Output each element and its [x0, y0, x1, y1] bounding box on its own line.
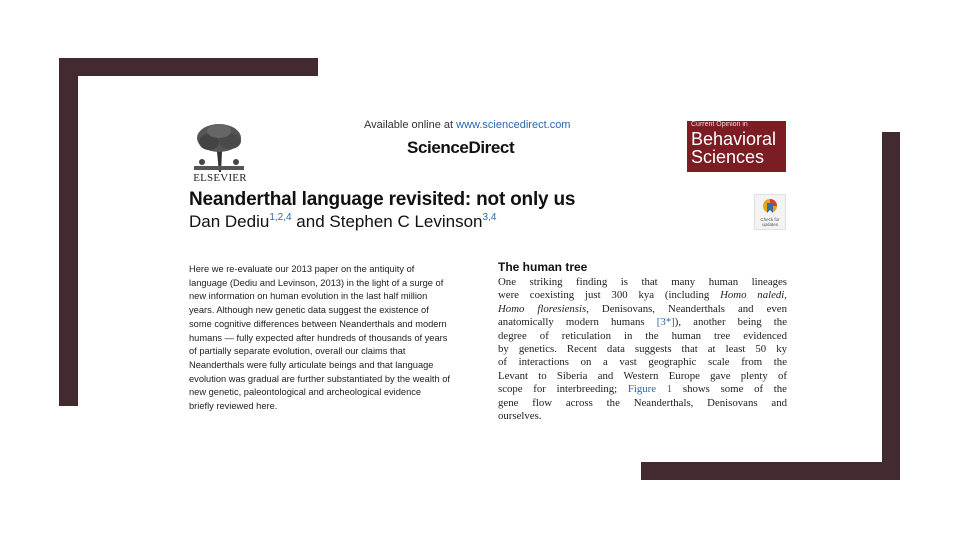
journal-subtitle: Current Opinion in: [691, 121, 748, 128]
check-for-updates-badge[interactable]: [754, 194, 786, 230]
species-name: Homo floresiensis: [498, 302, 587, 315]
body-text-segment: gene flow across the Neanderthals, Denisovans and: [498, 396, 787, 409]
abstract-line: of partially separate evolution, overall our claims that: [189, 346, 406, 357]
abstract: [189, 263, 489, 414]
body-text-segment: anatomically modern humans: [498, 316, 657, 329]
abstract-line: evolution was gradual are further substantiated by the wealth of: [189, 373, 450, 384]
body-text-segment: shows some of the: [672, 383, 787, 396]
abstract-line: briefly reviewed here.: [189, 401, 278, 412]
paper-page-image: [78, 76, 882, 462]
body-line: [498, 303, 787, 316]
body-text-segment: , Denisovans, Neanderthals and even: [586, 302, 787, 315]
author-1-affiliations: 1,2,4: [269, 212, 292, 223]
body-text-segment: by genetics. Recent data suggests that at least 50 ky: [498, 342, 787, 355]
sciencedirect-brand: ScienceDirect: [407, 138, 515, 157]
body-text-segment: ourselves.: [498, 409, 542, 422]
body-text-segment: degree of reticulation in the human tree evidenced: [498, 329, 787, 342]
article-authors: [189, 212, 496, 232]
section-heading: The human tree: [498, 260, 588, 274]
journal-cover-badge: [687, 121, 786, 172]
body-text-segment: were coexisting just 300 kya (including: [498, 289, 721, 302]
body-text-segment: ,: [784, 289, 787, 302]
body-text-segment: ), another being the: [674, 316, 787, 329]
body-line: [498, 370, 787, 383]
check-for-updates-icon: [762, 198, 778, 216]
abstract-line: Here we re-evaluate our 2013 paper on the antiquity of: [189, 264, 415, 274]
body-text-segment: of interactions on a vast geographic scale from the: [498, 356, 787, 369]
citation-link[interactable]: [3*]: [656, 316, 675, 329]
abstract-line: some cognitive differences between Neanderthals and modern: [189, 318, 447, 329]
body-text-segment: scope for interbreeding;: [498, 383, 628, 396]
abstract-line: new information on human evolution in the last half million: [189, 291, 428, 302]
abstract-line: new genetic, paleontological and archeological evidence: [189, 387, 422, 398]
body-line: [498, 356, 787, 369]
body-line: [498, 343, 787, 356]
body-text-segment: One striking finding is that many human lineages: [498, 276, 787, 288]
journal-title-line1: Behavioral: [691, 129, 777, 149]
abstract-line: Neanderthals were fully articulate beings and that language: [189, 359, 434, 370]
author-1: Dan Dediu: [189, 212, 270, 231]
body-line: [498, 383, 787, 396]
abstract-line: language (Dediu and Levinson, 2013) in the light of a surge of: [189, 277, 444, 288]
author-2-affiliations: 3,4: [482, 212, 497, 223]
body-line: [498, 289, 787, 302]
sciencedirect-link[interactable]: www.sciencedirect.com: [456, 119, 571, 131]
publisher-name: ELSEVIER: [193, 172, 247, 184]
section-body: [498, 276, 787, 423]
body-line: [498, 276, 787, 289]
body-line: [498, 316, 787, 329]
body-line: [498, 410, 787, 423]
article-title: Neanderthal language revisited: not only us: [189, 189, 576, 210]
available-prefix: Available online at: [364, 119, 454, 131]
figure-link[interactable]: Figure 1: [627, 383, 673, 396]
author-join: and Stephen C Levinson: [291, 212, 483, 231]
available-online-text: [364, 119, 570, 131]
journal-title-line2: Sciences: [691, 147, 765, 167]
check-for-updates-label: Check for updates: [760, 217, 780, 227]
abstract-line: humans — fully expected after hundreds of thousands of years: [189, 332, 448, 343]
species-name: Homo naledi: [720, 289, 785, 302]
body-text-segment: Levant to Siberia and Western Europe gave plenty of: [498, 369, 787, 382]
abstract-line: years. Although new genetic data suggest the existence of: [189, 305, 429, 316]
body-line: [498, 330, 787, 343]
body-line: [498, 397, 787, 410]
